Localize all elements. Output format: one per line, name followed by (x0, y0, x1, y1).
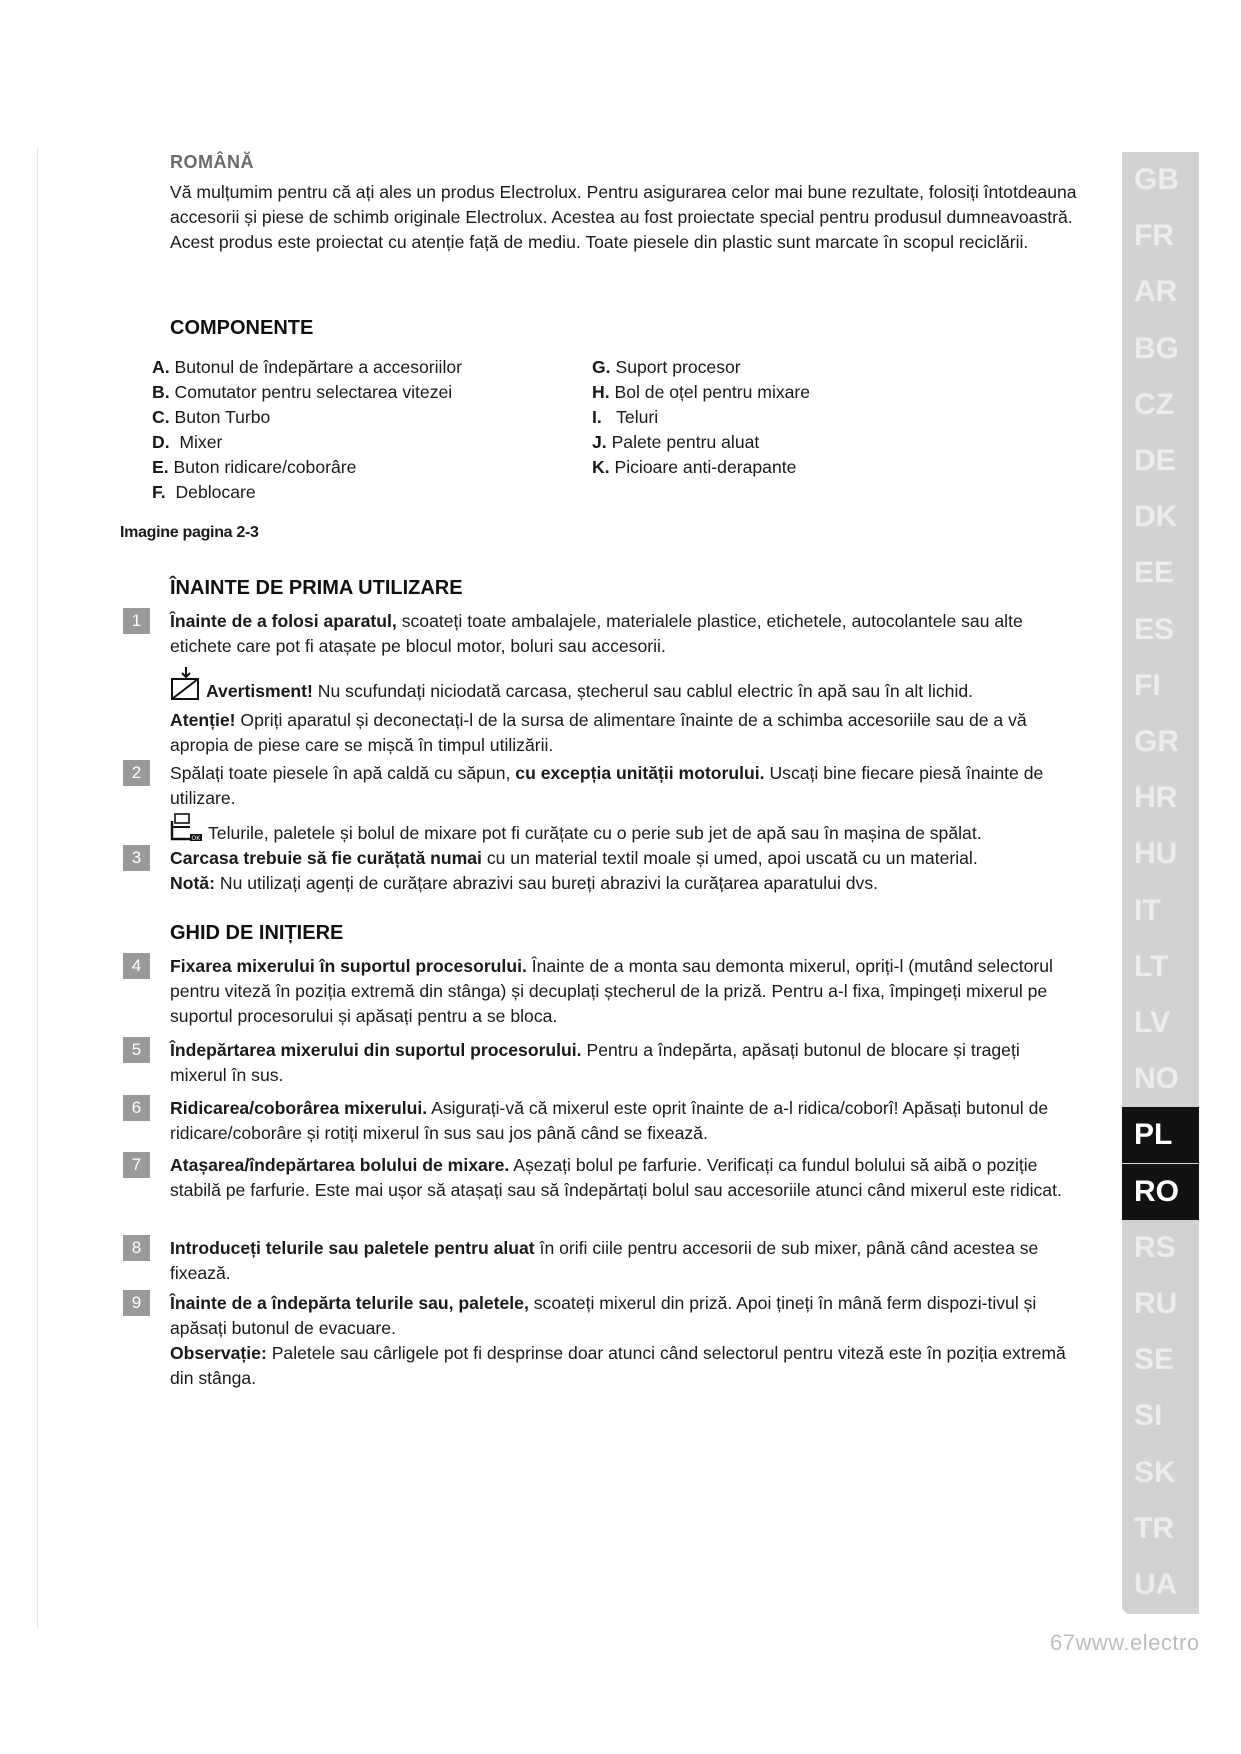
component-letter: E. (152, 457, 169, 477)
step-number-1: 1 (123, 608, 150, 634)
language-tab-no[interactable]: NO (1134, 1062, 1179, 1096)
dishwasher-safe-icon (170, 813, 204, 850)
language-tab-fr[interactable]: FR (1134, 219, 1174, 253)
component-label: Buton Turbo (169, 407, 271, 427)
step-6-text: Ridicarea/coborârea mixerului. Asigurați-vă că mixerul este oprit înainte de a-l ridica/coborî! Apăsați butonul de ridicare/coborâre și rotiți mixerul în sus sau jos până când se fixează. (170, 1098, 1049, 1143)
language-tab-ru[interactable]: RU (1134, 1287, 1178, 1320)
component-letter: K. (592, 457, 610, 477)
page-footer: 67www.electro (1050, 1630, 1200, 1655)
component-item (592, 380, 810, 405)
component-item (592, 430, 810, 455)
components-heading: COMPONENTE (170, 317, 314, 339)
component-item (592, 355, 810, 380)
language-tab-hr[interactable]: HR (1134, 781, 1178, 815)
component-item (152, 455, 462, 480)
component-letter: I. (592, 407, 602, 427)
language-tab-bar (1122, 152, 1199, 1614)
component-label: Mixer (169, 432, 223, 452)
component-letter: A. (152, 357, 170, 377)
component-letter: F. (152, 482, 166, 502)
language-tab-lt[interactable]: LT (1134, 949, 1169, 983)
components-list-right (592, 355, 810, 480)
warning-block: Avertisment! Nu scufundați niciodată carcasa, ștecherul sau cablul electric în apă sau în alt lichid. Atenție! Opriți aparatul și deconectați-l de la sursa de alimentare înainte de a schimba accesoriile sau de a vă apropia de piese care se mișcă în timpul utilizării. (170, 667, 1080, 758)
step-number-2: 2 (123, 760, 150, 786)
step-1-text: Înainte de a folosi aparatul, scoateți toate ambalajele, materialele plastice, etichetele, autocolantele sau alte etichete care pot fi atașate pe blocul motor, boluri sau accesorii. (170, 611, 1023, 656)
component-label: Suport procesor (610, 357, 741, 377)
component-item (152, 405, 462, 430)
step-3-text: Carcasa trebuie să fie curățată numai cu un material textil moale și umed, apoi uscată cu un material. Notă: Nu utilizați agenți de curățare abrazivi sau bureți abrazivi la curățarea aparatului dvs. (170, 848, 978, 893)
step-number-6: 6 (123, 1095, 150, 1121)
language-tab-fi[interactable]: FI (1134, 668, 1161, 702)
language-tab-ee[interactable]: EE (1134, 556, 1175, 590)
language-tab-cz[interactable]: CZ (1134, 387, 1174, 421)
language-tab-ar[interactable]: AR (1134, 275, 1178, 309)
component-label: Teluri (601, 407, 659, 427)
component-letter: B. (152, 382, 170, 402)
language-title: ROMÂNĂ (170, 152, 254, 172)
language-tab-it[interactable]: IT (1134, 893, 1161, 927)
component-item (592, 455, 810, 480)
step-number-9: 9 (123, 1290, 150, 1316)
language-tab-de[interactable]: DE (1134, 444, 1176, 477)
language-tab-se[interactable]: SE (1134, 1343, 1175, 1377)
component-letter: G. (592, 357, 611, 377)
language-tab-sk[interactable]: SK (1134, 1455, 1176, 1489)
step-5-text: Îndepărtarea mixerului din suportul procesorului. Pentru a îndepărta, apăsați butonul de blocare și trageți mixerul în sus. (170, 1040, 1020, 1085)
step-9-text: Înainte de a îndepărta telurile sau, paletele, scoateți mixerul din priză. Apoi țineți în mână ferm dispozi-tivul și apăsați butonul de evacuare. Observație: Paletele sau cârligele pot fi desprinse doar atunci când selectorul pentru viteză este în poziția extremă din stânga. (170, 1293, 1066, 1388)
step-number-8: 8 (123, 1235, 150, 1261)
page-left-rule (37, 148, 38, 1628)
language-tab-dk[interactable]: DK (1134, 500, 1178, 534)
component-label: Picioare anti-derapante (609, 457, 797, 477)
component-letter: D. (152, 432, 170, 452)
component-label: Deblocare (165, 482, 256, 502)
language-tab-gb[interactable]: GB (1134, 163, 1179, 196)
getting-started-heading: GHID DE INIȚIERE (170, 922, 344, 944)
component-item (592, 405, 810, 430)
components-list-left (152, 355, 462, 505)
language-tab-pl[interactable]: PL (1122, 1107, 1199, 1163)
language-tab-rs[interactable]: RS (1134, 1230, 1176, 1264)
step-8-text: Introduceți telurile sau paletele pentru aluat în orifi ciile pentru accesorii de sub mixer, până când acestea se fixează. (170, 1238, 1039, 1283)
language-tab-si[interactable]: SI (1134, 1399, 1163, 1433)
language-tab-hu[interactable]: HU (1134, 837, 1178, 871)
language-tab-bg[interactable]: BG (1134, 331, 1179, 365)
before-first-use-heading: ÎNAINTE DE PRIMA UTILIZARE (170, 577, 463, 599)
figure-reference: Imagine pagina 2-3 (120, 524, 259, 541)
component-item (152, 430, 462, 455)
component-label: Comutator pentru selectarea vitezei (169, 382, 453, 402)
component-label: Butonul de îndepărtare a accesoriilor (169, 357, 463, 377)
step-number-5: 5 (123, 1037, 150, 1063)
component-item (152, 380, 462, 405)
component-item (152, 480, 462, 505)
svg-text:OK: OK (191, 835, 201, 842)
language-tab-es[interactable]: ES (1134, 612, 1175, 646)
no-immersion-icon (170, 667, 202, 708)
language-tab-ro[interactable]: RO (1122, 1164, 1199, 1220)
component-label: Palete pentru aluat (606, 432, 760, 452)
language-tab-gr[interactable]: GR (1134, 725, 1179, 758)
step-number-3: 3 (123, 845, 150, 871)
component-label: Bol de oțel pentru mixare (609, 382, 811, 402)
step-4-text: Fixarea mixerului în suportul procesorului. Înainte de a monta sau demonta mixerul, opriți-l (mutând selectorul pentru viteză în poziția extremă din stânga) și decuplați ștecherul de la priză. Pentru a-l fixa, împingeți mixerul pe suportul procesorului și apăsați pentru a se bloca. (170, 956, 1053, 1026)
language-tab-ua[interactable]: UA (1134, 1568, 1178, 1601)
step-2-text: Spălați toate piesele în apă caldă cu săpun, cu excepția unității motorului. Uscați bine fiecare piesă înainte de utilizare. (170, 763, 1044, 808)
step-7-text: Atașarea/îndepărtarea bolului de mixare. Așezați bolul pe farfurie. Verificați ca fundul bolului să aibă o poziție stabilă pe farfurie. Este mai ușor să atașați sau să îndepărtați bolul sau accesoriile atunci când mixerul este ridicat. (170, 1155, 1062, 1200)
component-letter: C. (152, 407, 170, 427)
step-number-7: 7 (123, 1152, 150, 1178)
dishwasher-note: OK Telurile, paletele și bolul de mixare pot fi curățate cu o perie sub jet de apă sau în mașina de spălat. (170, 813, 1080, 850)
step-number-4: 4 (123, 953, 150, 979)
intro-paragraph: Vă mulțumim pentru că ați ales un produs Electrolux. Pentru asigurarea celor mai bune rezultate, folosiți întotdeauna accesorii și piese de schimb originale Electrolux. Acestea au fost proiectate special pentru produsul dumneavoastră. Acest produs este proiectat cu atenție față de mediu. Toate piesele din plastic sunt marcate în scopul reciclării. (170, 182, 1077, 252)
component-item (152, 355, 462, 380)
component-label: Buton ridicare/coborâre (168, 457, 357, 477)
language-tab-tr[interactable]: TR (1134, 1511, 1174, 1545)
component-letter: J. (592, 432, 607, 452)
language-tab-lv[interactable]: LV (1134, 1006, 1171, 1039)
component-letter: H. (592, 382, 610, 402)
